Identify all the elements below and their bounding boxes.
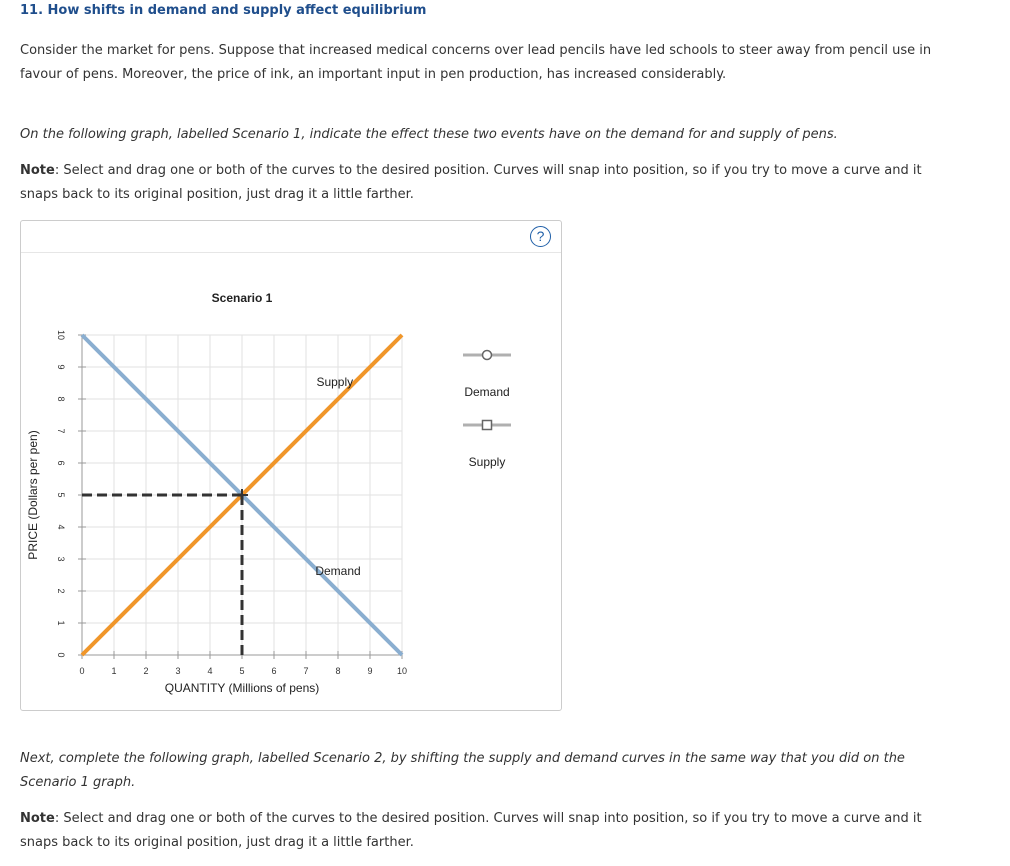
x-tick-label: 7 [303, 666, 309, 676]
legend-supply-label: Supply [468, 455, 506, 469]
note-scenario-1 [20, 159, 950, 207]
x-tick-label: 6 [271, 666, 277, 676]
y-tick-label: 6 [56, 460, 66, 466]
note-label: Note [20, 163, 55, 178]
note-text: : Select and drag one or both of the curves to the desired position. Curves will snap into position, so if you try to move a curve and it snaps back to its original position, just drag it a little farther. [20, 163, 922, 202]
chart-title: Scenario 1 [211, 291, 273, 305]
note-text: : Select and drag one or both of the curves to the desired position. Curves will snap into position, so if you try to move a curve and it snaps back to its original position, just drag it a little farther. [20, 811, 922, 850]
graph-panel-scenario-1 [20, 220, 562, 711]
y-tick-label: 0 [56, 652, 66, 658]
y-axis-label: PRICE (Dollars per pen) [26, 430, 40, 560]
x-tick-label: 1 [111, 666, 117, 676]
y-tick-label: 8 [56, 396, 66, 402]
x-tick-label: 2 [143, 666, 149, 676]
question-title: 11. How shifts in demand and supply affect equilibrium [20, 3, 427, 18]
note-scenario-2 [20, 807, 950, 855]
y-tick-label: 1 [56, 620, 66, 626]
scenario-1-graph [21, 221, 561, 710]
x-tick-label: 0 [79, 666, 85, 676]
legend-demand-handle-icon[interactable] [483, 351, 492, 360]
x-tick-label: 10 [396, 666, 408, 676]
instruction-scenario-2: Next, complete the following graph, labelled Scenario 2, by shifting the supply and demand curves in the same way that you did on the Scenario 1 graph. [20, 751, 905, 790]
x-tick-label: 9 [367, 666, 373, 676]
help-icon[interactable]: ? [530, 226, 551, 247]
x-tick-label: 4 [207, 666, 213, 676]
y-tick-label: 4 [56, 524, 66, 530]
x-tick-label: 5 [239, 666, 245, 676]
note-label: Note [20, 811, 55, 826]
y-tick-label: 7 [56, 428, 66, 434]
y-tick-label: 9 [56, 364, 66, 370]
legend-supply-handle-icon[interactable] [483, 421, 492, 430]
y-tick-label: 2 [56, 588, 66, 594]
y-tick-label: 3 [56, 556, 66, 562]
supply-curve-label: Supply [316, 375, 354, 390]
question-intro: Consider the market for pens. Suppose that increased medical concerns over lead pencils have led schools to steer away from pencil use in favour of pens. Moreover, the price of ink, an important input in pen production, has increased considerably. [20, 43, 932, 82]
x-tick-label: 3 [175, 666, 181, 676]
y-tick-label: 5 [56, 492, 66, 498]
legend-demand-label: Demand [464, 385, 510, 399]
y-tick-label: 10 [56, 329, 66, 341]
x-axis-label: QUANTITY (Millions of pens) [164, 681, 320, 695]
instruction-scenario-1: On the following graph, labelled Scenario 1, indicate the effect these two events have on the demand for and supply of pens. [20, 127, 838, 142]
x-tick-label: 8 [335, 666, 341, 676]
demand-curve-label: Demand [315, 564, 361, 578]
